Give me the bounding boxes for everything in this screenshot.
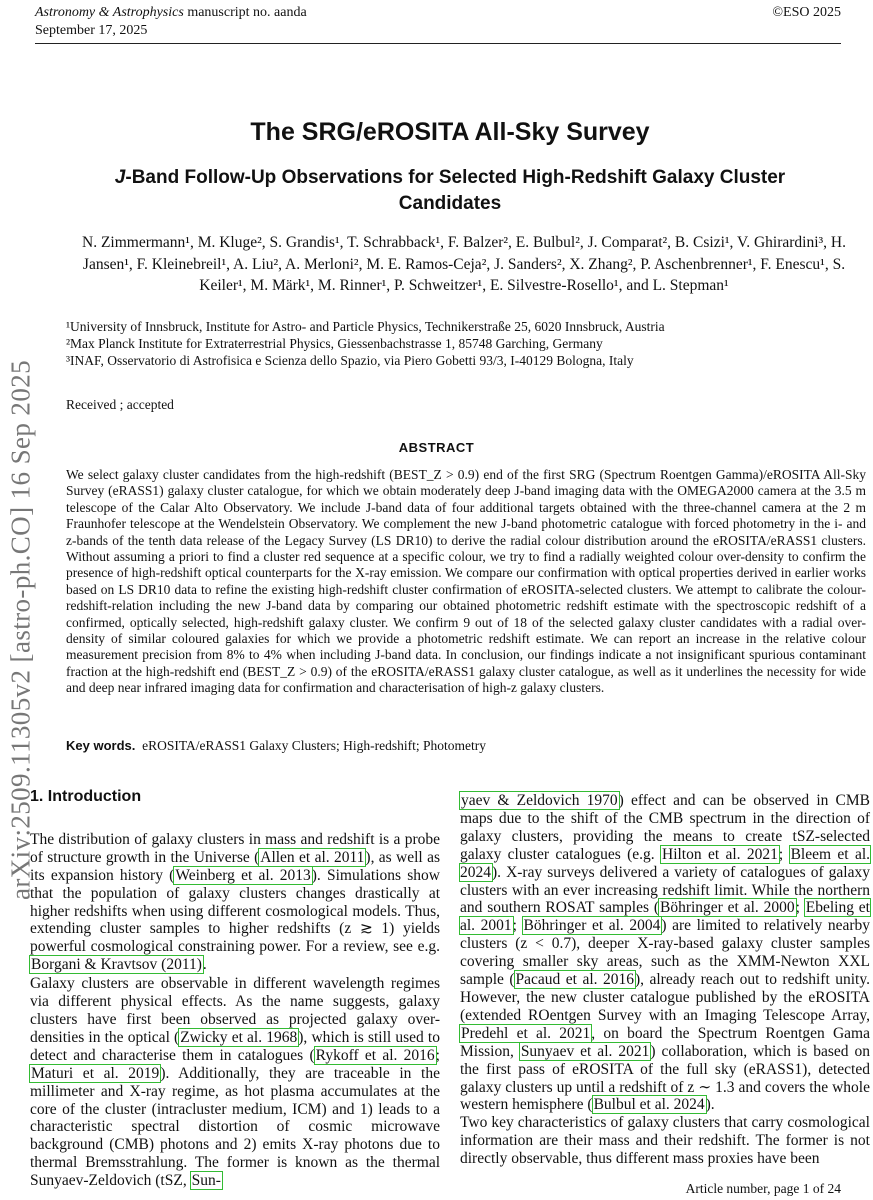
text-run: . [202, 956, 207, 974]
citation-link[interactable]: Böhringer et al. 2004 [523, 917, 661, 935]
manuscript-date: September 17, 2025 [35, 23, 148, 38]
text-run: ) collaboration, which is based on the first pass of eROSITA of the full sky (eRASS1), detected galaxy clusters up until a redshift of z ∼ 1.3 and covers the whole western hemisphere ( [460, 1042, 870, 1114]
right-column [460, 792, 870, 1168]
intro-paragraph-2 [30, 975, 440, 1190]
author-list: N. Zimmermann¹, M. Kluge², S. Grandis¹, T. Schrabback¹, F. Balzer², E. Bulbul², J. Comparat², B. Csizi¹, V. Ghirardini³, H. Jansen¹, F. Kleinebreil¹, A. Liu², A. Merloni², M. E. Ramos-Ceja², J. Sanders², X. Zhang², P. Aschenbrenner¹, F. Enescu¹, S. Keiler¹, M. Märk¹, M. Rinner¹, P. Schweitzer¹, E. Silvestre-Rosello¹, and L. Stepman¹ [82, 234, 846, 294]
affiliations [66, 318, 665, 369]
citation-link[interactable]: Borgani & Kravtsov (2011) [31, 956, 202, 974]
abstract-heading: ABSTRACT [398, 440, 475, 455]
intro-paragraph-1 [30, 831, 440, 974]
citation-link[interactable]: Predehl et al. 2021 [461, 1024, 591, 1042]
text-run: ), as well as its expansion history ( [30, 848, 440, 884]
abstract-text: We select galaxy cluster candidates from the high-redshift (BEST_Z > 0.9) end of the first SRG (Spectrum Roentgen Gamma)/eROSITA All-Sky Survey (eRASS1) galaxy cluster catalogue, for which we obtain moderately deep J-band imaging data with the OMEGA2000 camera at the 3.5 m telescope of the Calar Alto Observatory. We include J-band data of four additional targets obtained with the three-channel camera at the 2 m Fraunhofer telescope at the Wendelstein Observatory. We complement the new J-band photometric catalogue with forced photometry in the i- and z-bands of the tenth data release of the Legacy Survey (LS DR10) to derive the radial colour distribution around the eROSITA/eRASS1 clusters. Without assuming a priori to find a cluster red sequence at a specific colour, we try to find a radially weighted colour over-density to confirm the presence of high-redshift optical counterparts for the X-ray emission. We compare our confirmation with optical properties derived in earlier works based on LS DR10 data to refine the existing high-redshift cluster confirmation of eROSITA-selected clusters. We attempt to calibrate the colour-redshift-relation including the new J-band data by comparing our obtained photometric redshift estimate with the spectroscopic redshift of a confirmed, optically selected, high-redshift galaxy cluster. We confirm 9 out of 18 of the selected galaxy cluster candidates with a radial over-density of similar coloured galaxies for which we provide a photometric redshift estimate. We can report an increase in the relative colour measurement precision from 8% to 4% when including J-band data. In conclusion, our findings indicate a not insignificant spurious contaminant fraction at the high-redshift end (BEST_Z > 0.9) of the eROSITA/eRASS1 galaxy cluster catalogue, as well as it underlines the necessity for wide and deep near infrared imaging data for confirmation and characterisation of high-z galaxy clusters. [66, 467, 866, 696]
citation-link[interactable]: Allen et al. 2011 [260, 848, 365, 866]
citation-link[interactable]: yaev & Zeldovich 1970 [461, 792, 618, 809]
journal-name: Astronomy & Astrophysics [35, 5, 184, 20]
text-run: ) effect and can be observed in CMB maps due to the shift of the CMB spectrum in the direction of galaxy clusters, providing the means to create tSZ-selected galaxy cluster catalogues (e.g. [460, 792, 871, 863]
header-rule [35, 43, 841, 44]
page-footer: Article number, page 1 of 24 [685, 1181, 841, 1196]
left-column [30, 788, 440, 1190]
manuscript-number: manuscript no. aanda [187, 5, 307, 20]
keywords [66, 738, 866, 754]
section-heading: 1. Introduction [30, 788, 142, 805]
text-run: Galaxy clusters are observable in different wavelength regimes via different physical effects. As the name suggests, galaxy clusters have first been observed as projected galaxy over-densities in the optical ( [30, 975, 440, 1046]
text-run: ). [705, 1096, 715, 1114]
citation-link[interactable]: Rykoff et al. 2016 [315, 1046, 435, 1064]
affiliation-2: ²Max Planck Institute for Extraterrestrial Physics, Giessenbachstrasse 1, 85748 Garching, Germany [66, 336, 603, 351]
text-run: ; [795, 899, 805, 917]
paper-title: The SRG/eROSITA All-Sky Survey [250, 118, 650, 146]
text-run: ; [512, 917, 523, 935]
keywords-list: eROSITA/eRASS1 Galaxy Clusters; High-redshift; Photometry [142, 738, 487, 753]
text-run: ; [778, 845, 790, 863]
citation-link[interactable]: Zwicky et al. 1968 [180, 1028, 298, 1046]
citation-link[interactable]: Sun- [191, 1172, 221, 1190]
text-run: ; [435, 1046, 440, 1064]
citation-link[interactable]: Pacaud et al. 2016 [515, 971, 634, 989]
intro-paragraph-3 [460, 792, 870, 1114]
text-run: ). X-ray surveys delivered a variety of catalogues of galaxy clusters with an ever increasing redshift limit. While the northern and southern ROSAT samples ( [460, 863, 870, 917]
citation-link[interactable]: Sunyaev et al. 2021 [520, 1042, 650, 1060]
text-run: ) are limited to relatively nearby clusters (z < 0.7), deeper X-ray-based galaxy cluster samples covering smaller sky areas, such as the XMM-Newton XXL sample ( [460, 917, 870, 989]
citation-link[interactable]: Weinberg et al. 2013 [175, 866, 311, 884]
citation-link[interactable]: Bulbul et al. 2024 [593, 1096, 705, 1114]
copyright: ©ESO 2025 [772, 5, 841, 20]
citation-link[interactable]: Bleem et al. 2024 [460, 845, 871, 881]
citation-link[interactable]: Maturi et al. 2019 [31, 1064, 160, 1082]
paper-subtitle [90, 165, 810, 217]
arxiv-id[interactable]: arXiv:2509.11305v2 [astro-ph.CO] 16 Sep 2025 [5, 359, 36, 901]
subtitle-text: -Band Follow-Up Observations for Selected High-Redshift Galaxy Cluster Candidates [125, 167, 786, 214]
citation-link[interactable]: Böhringer et al. 2000 [660, 899, 795, 917]
running-header [35, 4, 307, 40]
text-run: The distribution of galaxy clusters in mass and redshift is a probe of structure growth in the Universe ( [30, 830, 440, 866]
citation-link[interactable]: Hilton et al. 2021 [662, 845, 778, 863]
subtitle-band: J [114, 167, 126, 188]
keywords-label: Key words. [66, 738, 136, 753]
text-run: , on board the Spectrum Roentgen Gama Mission, [460, 1024, 870, 1060]
citation-link[interactable]: Ebeling et al. 2001 [460, 899, 870, 935]
intro-paragraph-4: Two key characteristics of galaxy clusters that carry cosmological information are their mass and their redshift. The former is not directly observable, thus different mass proxies have been [460, 1114, 870, 1168]
text-run: ). Additionally, they are traceable in the millimeter and X-ray regime, as hot plasma accumulates at the core of the cluster (intracluster medium, ICM) and 1) leads to a characteristic spectral distortion of cosmic microwave background (CMB) photons and 2) emits X-ray photons due to thermal Bremsstrahlung. The former is known as the thermal Sunyaev-Zeldovich (tSZ, [30, 1064, 440, 1190]
received-line: Received ; accepted [66, 397, 174, 412]
affiliation-1: ¹University of Innsbruck, Institute for Astro- and Particle Physics, Technikerstraße 25, 6020 Innsbruck, Austria [66, 319, 665, 334]
text-run: ), already reach out to redshift unity. However, the new cluster catalogue published by the eROSITA (extended ROentgen Survey with an Imaging Telescope Array, [460, 971, 870, 1024]
affiliation-3: ³INAF, Osservatorio di Astrofisica e Scienza dello Spazio, via Piero Gobetti 93/3, I-40129 Bologna, Italy [66, 353, 634, 368]
text-run: ), which is still used to detect and characterise them in catalogues ( [30, 1028, 440, 1064]
text-run: ). Simulations show that the population of galaxy clusters changes drastically at higher redshifts when using different cosmological models. Thus, extending cluster samples to higher redshifts (z ≳ 1) yields powerful cosmological constraining power. For a review, see e.g. [30, 866, 440, 956]
